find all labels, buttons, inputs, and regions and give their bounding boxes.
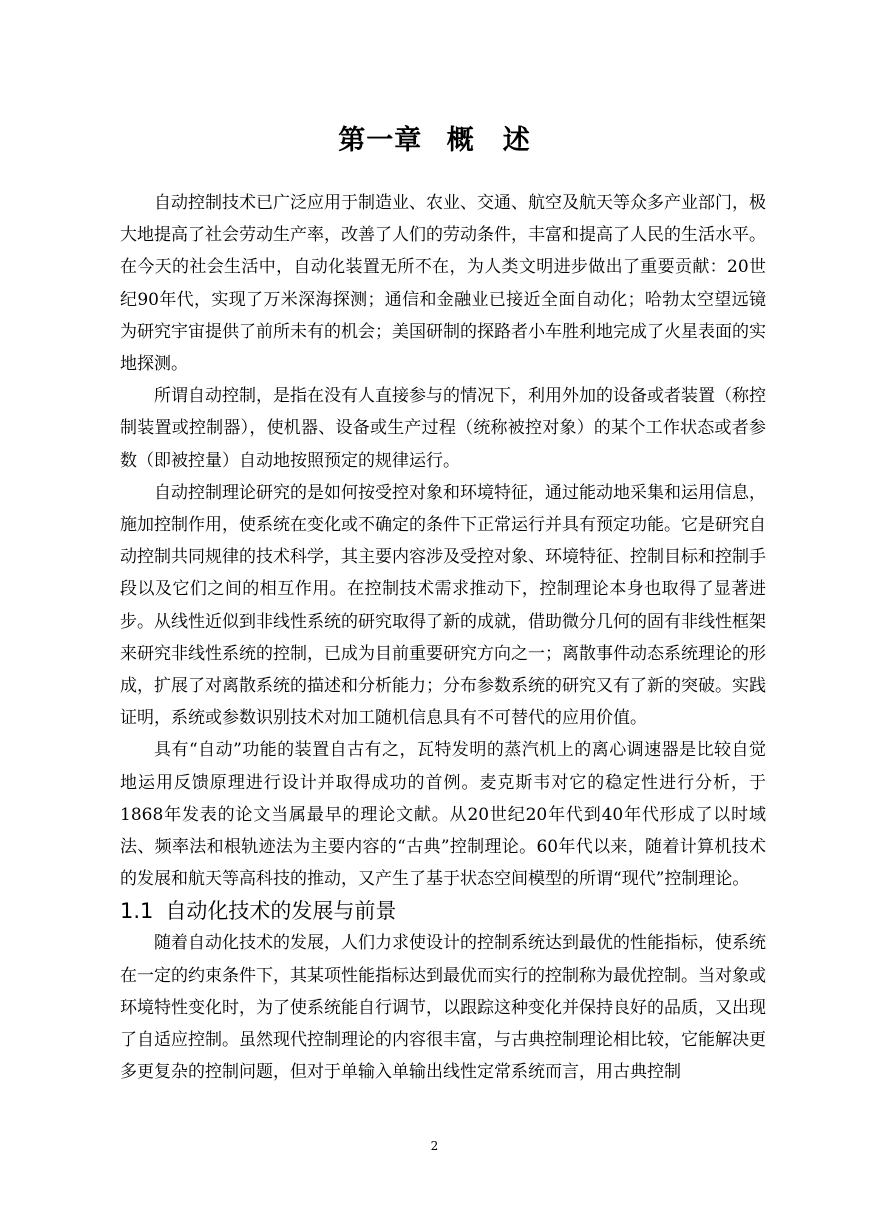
section-heading xyxy=(120,895,766,927)
paragraph-section-1: 随着自动化技术的发展，人们力求使设计的控制系统达到最优的性能指标，使系统在一定的约束条件下，其某项性能指标达到最优而实行的控制称为最优控制。当对象或环境特性变化时，为了使系统能自行调节，以跟踪这种变化并保持良好的品质，又出现了自适应控制。虽然现代控制理论的内容很丰富，与古典控制理论相比较，它能解决更多更复杂的控制问题，但对于单输入单输出线性定常系统而言，用古典控制 xyxy=(120,933,766,1083)
section-title: 自动化技术的发展与前景 xyxy=(165,899,397,924)
paragraph-theory: 自动控制理论研究的是如何按受控对象和环境特征，通过能动地采集和运用信息，施加控制作用，使系统在变化或不确定的条件下正常运行并具有预定功能。它是研究自动控制共同规律的技术科学，其主要内容涉及受控对象、环境特征、控制目标和控制手段以及它们之间的相互作用。在控制技术需求推动下，控制理论本身也取得了显著进步。从线性近似到非线性系统的研究取得了新的成就，借助微分几何的固有非线性框架来研究非线性系统的控制，已成为目前重要研究方向之一；离散事件动态系统理论的形成，扩展了对离散系统的描述和分析能力；分布参数系统的研究又有了新的突破。实践证明，系统或参数识别技术对加工随机信息具有不可替代的应用价值。 xyxy=(120,482,766,729)
paragraph-intro: 自动控制技术已广泛应用于制造业、农业、交通、航空及航天等众多产业部门，极大地提高了社会劳动生产率，改善了人们的劳动条件，丰富和提高了人民的生活水平。在今天的社会生活中，自动化装置无所不在，为人类文明进步做出了重要贡献：20世纪90年代，实现了万米深海探测；通信和金融业已接近全面自动化；哈勃太空望远镜为研究宇宙提供了前所未有的机会；美国研制的探路者小车胜利地完成了火星表面的实地探测。 xyxy=(120,193,766,375)
section-number: 1.1 xyxy=(120,899,154,924)
paragraph-history: 具有“自动”功能的装置自古有之，瓦特发明的蒸汽机上的离心调速器是比较自觉地运用反馈原理进行设计并取得成功的首例。麦克斯韦对它的稳定性进行分析，于1868年发表的论文当属最早的理论文献。从20世纪20年代到40年代形成了以时域法、频率法和根轨迹法为主要内容的“古典”控制理论。60年代以来，随着计算机技术的发展和航天等高科技的推动，又产生了基于状态空间模型的所谓“现代”控制理论。 xyxy=(120,740,766,890)
page-number: 2 xyxy=(430,1139,439,1153)
paragraph-definition: 所谓自动控制，是指在没有人直接参与的情况下，利用外加的设备或者装置（称控制装置或控制器），使机器、设备或生产过程（统称被控对象）的某个工作状态或者参数（即被控量）自动地按照预定的规律运行。 xyxy=(120,386,766,471)
chapter-title: 第一章 概 述 xyxy=(338,125,531,156)
body-text xyxy=(120,187,766,1088)
